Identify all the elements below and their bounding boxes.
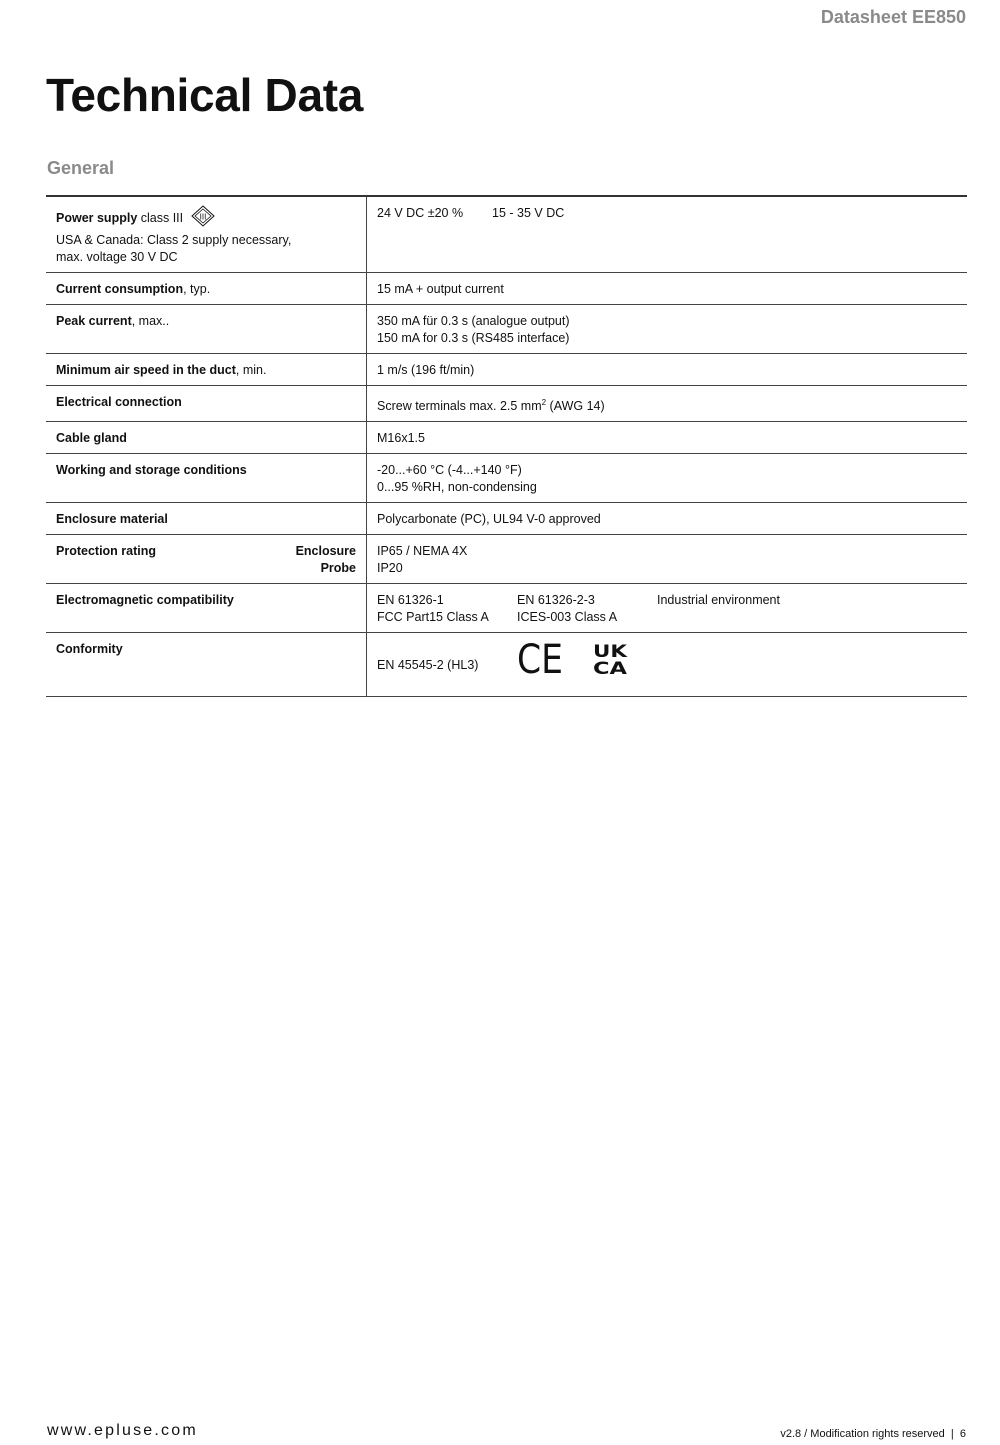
document-title: Datasheet EE850: [820, 7, 966, 27]
working-conditions-label: Working and storage conditions: [46, 454, 367, 503]
svg-text:UK: UK: [593, 642, 629, 663]
table-row-power-supply: [46, 196, 967, 273]
electrical-connection-value-awg: (AWG 14): [546, 399, 605, 414]
table-row-air-speed: [46, 354, 967, 386]
conformity-value: EN 45545-2 (HL3): [377, 657, 479, 672]
current-consumption-label-bold: Current consumption: [56, 282, 184, 296]
protection-probe-value: IP20: [377, 561, 403, 576]
table-row-emc: [46, 584, 967, 633]
power-supply-value-2: 15 - 35 V DC: [492, 206, 565, 220]
footer-website-link[interactable]: www.epluse.com: [47, 1422, 198, 1439]
air-speed-value: 1 m/s (196 ft/min): [377, 363, 475, 377]
current-consumption-label-rest: , typ.: [183, 282, 211, 296]
protection-enclosure-label: Enclosure: [295, 544, 356, 559]
cable-gland-value: M16x1.5: [377, 431, 425, 446]
table-row-cable-gland: [46, 422, 967, 454]
table-row-conformity: [46, 633, 967, 697]
electrical-connection-value-text: Screw terminals max. 2.5 mm: [377, 399, 542, 414]
peak-current-label-rest: , max..: [131, 314, 170, 328]
working-conditions-value-1: -20...+60 °C (-4...+140 °F): [377, 463, 522, 478]
power-supply-value: [367, 196, 968, 273]
protection-class-iii-icon: [191, 205, 215, 232]
enclosure-material-label: Enclosure material: [46, 503, 367, 535]
table-row-peak-current: [46, 305, 967, 354]
electrical-connection-value: [367, 386, 968, 422]
emc-standard-1: EN 61326-1: [377, 593, 444, 608]
svg-text:III: III: [199, 212, 206, 222]
footer-version-page: v2.8 / Modification rights reserved | 6: [780, 1428, 966, 1440]
working-conditions-value-2: 0...95 %RH, non-condensing: [377, 480, 537, 495]
protection-rating-label: Protection rating: [56, 544, 157, 559]
table-row-working-conditions: [46, 454, 967, 503]
protection-enclosure-value: IP65 / NEMA 4X: [377, 544, 468, 559]
protection-probe-label: Probe: [320, 561, 356, 576]
emc-standard-fcc: FCC Part15 Class A: [377, 610, 489, 625]
conformity-label: Conformity: [46, 633, 367, 697]
emc-standard-2: EN 61326-2-3: [517, 593, 595, 608]
air-speed-label-rest: , min.: [235, 363, 267, 377]
enclosure-material-value: Polycarbonate (PC), UL94 V-0 approved: [377, 512, 601, 527]
page-title: Technical Data: [46, 69, 364, 121]
emc-environment: Industrial environment: [657, 593, 780, 608]
peak-current-label-bold: Peak current: [56, 314, 132, 328]
table-row-enclosure-material: [46, 503, 967, 535]
table-row-electrical-connection: [46, 386, 967, 422]
ce-mark-icon: [517, 641, 565, 682]
section-title: General: [47, 158, 115, 178]
table-row-current-consumption: [46, 273, 967, 305]
power-supply-label-bold: Power supply: [56, 211, 138, 225]
emc-label: Electromagnetic compatibility: [46, 584, 367, 633]
svg-text:CA: CA: [593, 659, 629, 678]
ukca-mark-icon: [593, 641, 629, 682]
peak-current-value-1: 350 mA für 0.3 s (analogue output): [377, 314, 570, 328]
superscript-2: 2: [541, 398, 547, 407]
air-speed-label-bold: Minimum air speed in the duct: [56, 363, 236, 377]
power-supply-label: [46, 196, 367, 273]
svg-text:CE: CE: [517, 641, 563, 678]
technical-data-table: [46, 195, 967, 697]
electrical-connection-label: Electrical connection: [46, 386, 367, 422]
emc-standard-ices: ICES-003 Class A: [517, 610, 618, 625]
cable-gland-label: Cable gland: [46, 422, 367, 454]
power-supply-label-rest: class III: [137, 211, 184, 225]
power-supply-note-1: USA & Canada: Class 2 supply necessary,: [56, 233, 292, 247]
table-row-protection-rating: [46, 535, 967, 584]
power-supply-note-2: max. voltage 30 V DC: [56, 250, 178, 264]
power-supply-value-1: 24 V DC ±20 %: [377, 206, 464, 220]
current-consumption-value: 15 mA + output current: [377, 282, 504, 296]
peak-current-value-2: 150 mA for 0.3 s (RS485 interface): [377, 331, 570, 345]
